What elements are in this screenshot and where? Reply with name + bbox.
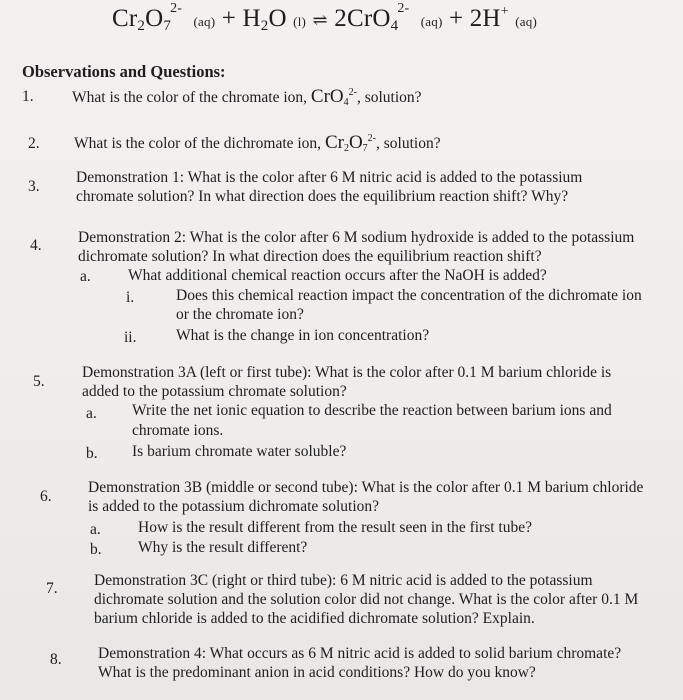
subquestion-label: b. [86,445,98,462]
plus-sign: + [448,5,464,32]
eq-o: O [268,5,287,32]
state-label: (aq) [193,14,216,29]
chromate-formula [334,1,410,35]
formula-base: O [348,132,363,153]
question-text: What is the color of the dichromate ion, [74,135,325,152]
eq-charge: 2- [397,1,410,16]
eq-charge: 2- [170,1,183,16]
subquestion-label: a. [80,268,91,285]
question-number: 2. [28,135,40,152]
question-number: 8. [50,651,62,668]
eq-cr: Cr [112,5,138,32]
equilibrium-equation [112,1,537,35]
question-6-line-2: is added to the potassium dichromate solution? [88,498,380,515]
question-5-line-2: added to the potassium chromate solution? [82,383,347,400]
plus-sign: + [221,5,237,32]
subquestion-label: i. [126,289,135,306]
formula-sup: 2- [348,87,357,98]
question-5a-line-2: chromate ions. [132,422,224,439]
eq-h: H [242,5,261,32]
question-6-line-1: Demonstration 3B (middle or second tube): What is the color after 0.1 M barium chloride [88,479,644,496]
question-2 [74,132,441,154]
question-5b: Is barium chromate water soluble? [132,443,347,460]
state-label: (aq) [515,14,537,29]
question-number: 1. [22,88,34,105]
state-label: (aq) [420,14,443,29]
question-4a-i-line-2: or the chromate ion? [176,306,304,323]
subquestion-label: a. [86,405,97,422]
question-number: 6. [40,488,52,505]
question-text: , solution? [356,89,422,106]
question-5a-line-1: Write the net ionic equation to describe the reaction between barium ions and [132,402,612,419]
formula-sub: 4 [343,97,349,108]
eq-sub: 2 [260,18,269,34]
eq-o: O [145,5,164,32]
subquestion-label: a. [90,521,101,538]
question-5-line-1: Demonstration 3A (left or first tube): What is the color after 0.1 M barium chloride is [82,364,612,381]
question-number: 5. [33,373,45,390]
dichromate-ion-formula [325,132,376,153]
question-number: 4. [30,237,42,254]
question-8-line-2: What is the predominant anion in acid conditions? How do you know? [98,664,536,681]
eq-cro: 2CrO [334,5,391,32]
formula-base: CrO [310,86,344,107]
dichromate-formula [112,1,183,35]
question-4a-ii: What is the change in ion concentration? [176,327,430,344]
question-text: , solution? [376,135,441,152]
chromate-ion-formula [311,86,357,107]
eq-sub: 4 [390,18,399,34]
question-7-line-1: Demonstration 3C (right or third tube): 6 M nitric acid is added to the potassium [94,572,593,589]
question-7-line-3: barium chloride is added to the acidified dichromate solution? Explain. [94,610,535,627]
question-4a: What additional chemical reaction occurs after the NaOH is added? [128,267,547,284]
question-6b: Why is the result different? [138,539,308,556]
equilibrium-arrow-icon: ⇌ [312,10,328,30]
subquestion-label: ii. [124,329,137,346]
question-8-line-1: Demonstration 4: What occurs as 6 M nitric acid is added to solid barium chromate? [98,645,622,662]
water-formula [242,5,286,32]
eq-sub: 2 [137,18,146,34]
question-4-line-2: dichromate solution? In what direction does the equilibrium reaction shift? [78,248,542,265]
formula-sup: 2- [367,133,377,144]
question-4-line-1: Demonstration 2: What is the color after 6 M sodium hydroxide is added to the potassium [78,229,635,246]
question-3-line-2: chromate solution? In what direction does the equilibrium reaction shift? Why? [76,188,569,205]
question-text: What is the color of the chromate ion, [72,89,311,106]
question-7-line-2: dichromate solution and the solution color did not change. What is the color after 0.1 M [94,591,639,608]
eq-charge: + [500,4,509,19]
question-3-line-1: Demonstration 1: What is the color after 6 M nitric acid is added to the potassium [76,169,583,186]
question-4a-i-line-1: Does this chemical reaction impact the concentration of the dichromate ion [176,287,642,304]
formula-sub: 7 [362,143,368,154]
eq-sub: 7 [163,18,172,34]
question-number: 7. [46,580,58,597]
hydrogen-ion [470,5,509,32]
formula-sub: 2 [343,143,349,154]
subquestion-label: b. [90,541,102,558]
eq-h: 2H [469,5,501,32]
question-1 [72,86,422,108]
question-number: 3. [28,178,40,195]
formula-base: Cr [324,132,344,153]
state-label: (l) [293,14,307,29]
section-heading: Observations and Questions: [22,62,226,81]
question-6a: How is the result different from the result seen in the first tube? [138,519,532,536]
